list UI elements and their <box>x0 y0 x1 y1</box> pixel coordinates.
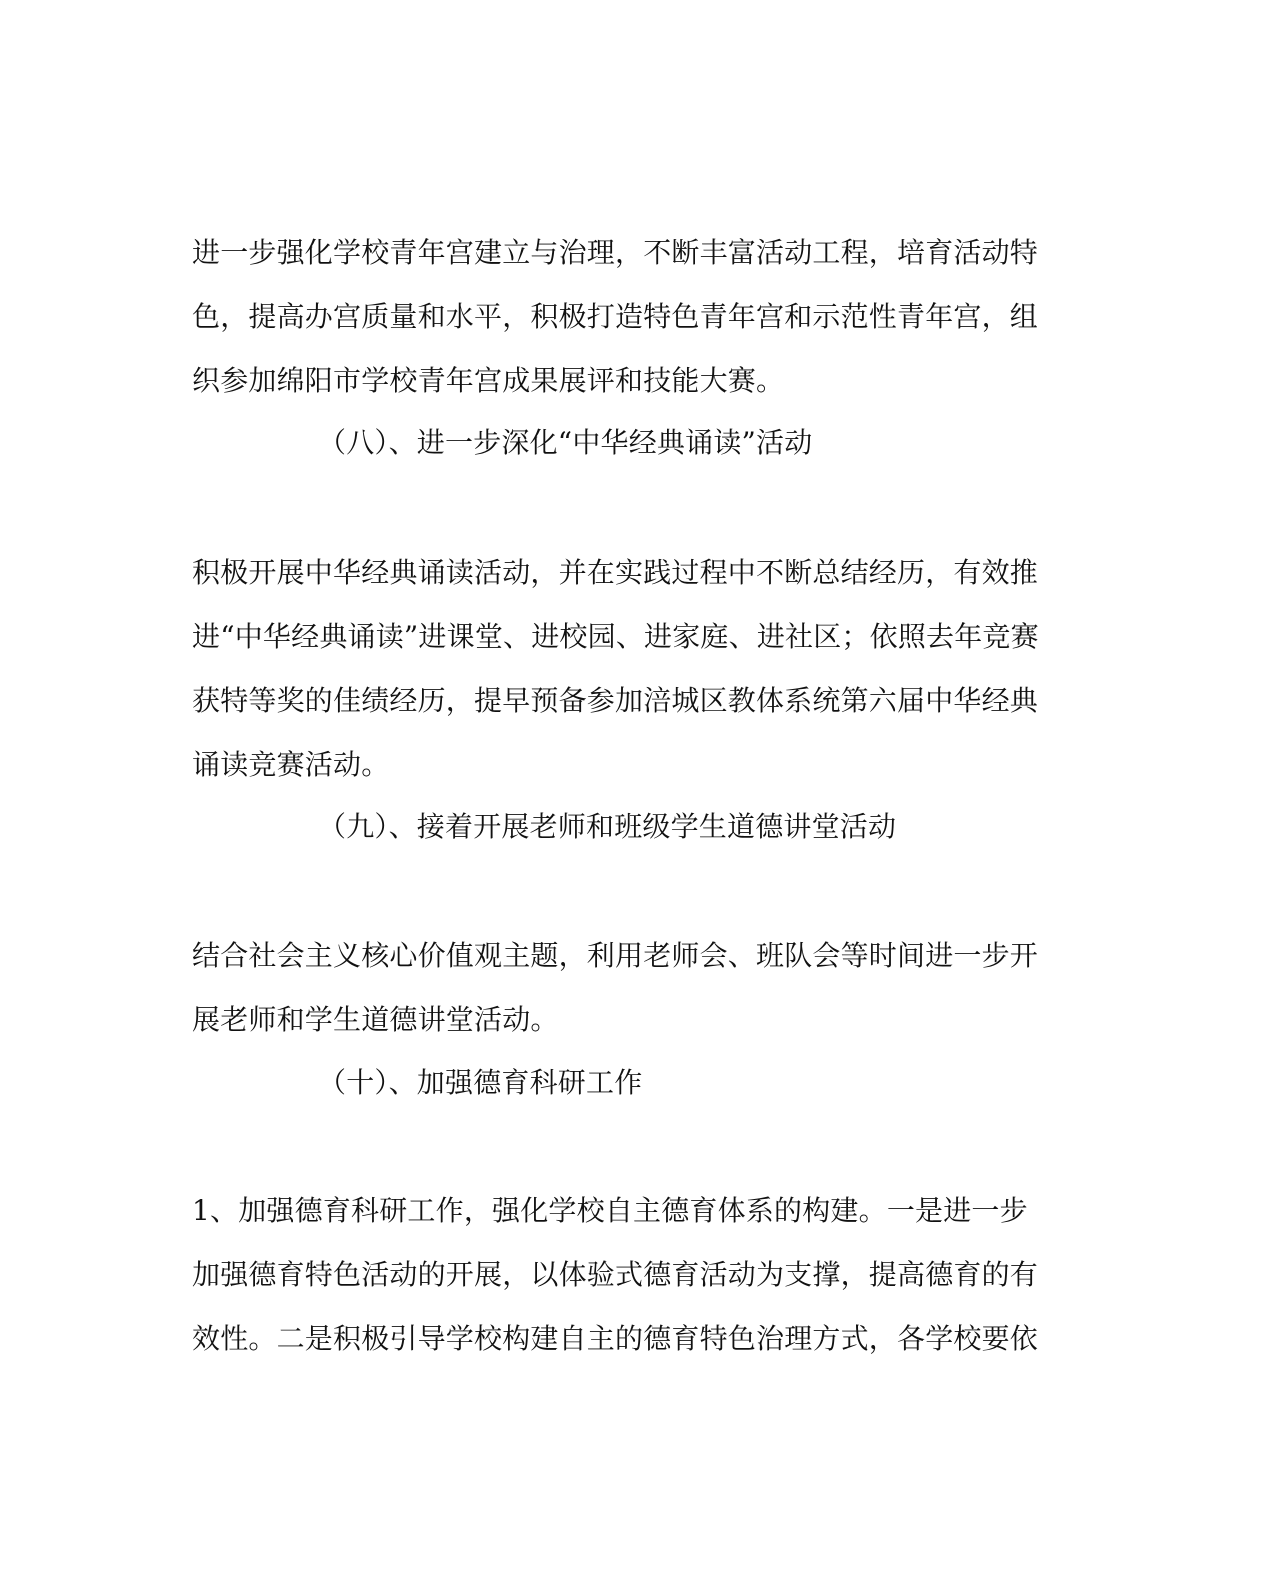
paragraph-line: 积极开展中华经典诵读活动，并在实践过程中不断总结经历，有效推 <box>192 556 1039 589</box>
paragraph-line: 进一步强化学校青年宫建立与治理，不断丰富活动工程，培育活动特 <box>192 236 1039 269</box>
paragraph-line: 进“中华经典诵读”进课堂、进校园、进家庭、进社区；依照去年竞赛 <box>192 620 1039 653</box>
paragraph-line: 织参加绵阳市学校青年宫成果展评和技能大赛。 <box>192 364 785 397</box>
paragraph-line: 结合社会主义核心价值观主题，利用老师会、班队会等时间进一步开 <box>192 939 1039 972</box>
paragraph-line: 加强德育特色活动的开展，以体验式德育活动为支撑，提高德育的有 <box>192 1258 1039 1291</box>
paragraph-line: 诵读竞赛活动。 <box>192 748 390 781</box>
paragraph-line: 展老师和学生道德讲堂活动。 <box>192 1003 559 1036</box>
paragraph-line: 色，提高办宫质量和水平，积极打造特色青年宫和示范性青年宫，组 <box>192 300 1039 333</box>
section-heading-8: （八）、进一步深化“中华经典诵读”活动 <box>318 426 813 459</box>
paragraph-line: 效性。二是积极引导学校构建自主的德育特色治理方式，各学校要依 <box>192 1322 1039 1355</box>
paragraph-line: 获特等奖的佳绩经历，提早预备参加涪城区教体系统第六届中华经典 <box>192 684 1039 717</box>
section-heading-10: （十）、加强德育科研工作 <box>318 1066 643 1099</box>
section-heading-9: （九）、接着开展老师和班级学生道德讲堂活动 <box>318 810 897 843</box>
paragraph-line: 1、加强德育科研工作，强化学校自主德育体系的构建。一是进一步 <box>192 1194 1028 1227</box>
